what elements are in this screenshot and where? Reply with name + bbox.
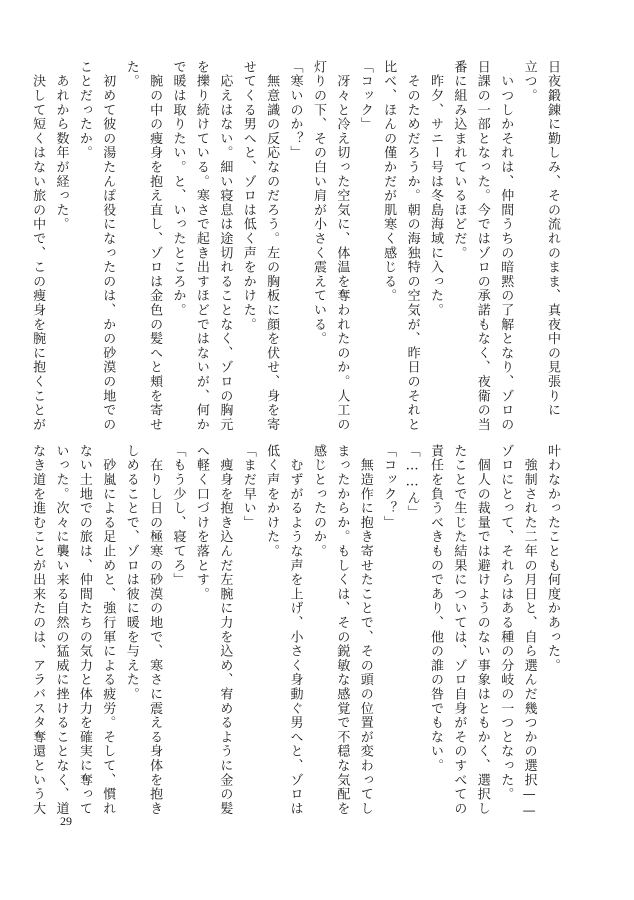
text-line: 責任を負うべきものであり、他の誰の咎でもない。	[427, 444, 443, 773]
text-line: 灯りの下、その白い肩が小さく震えている。	[310, 60, 326, 346]
text-line: たことで生じた結果については、ゾロ自身がそのすべての	[451, 444, 467, 816]
text-line: いった。次々に襲い来る自然の猛威に挫けることなく、道	[53, 444, 69, 816]
text-line: 砂嵐による足止めと、強行軍による疲労。そして、慣れ	[100, 444, 116, 816]
text-line: 番に組み込まれているほどだ。	[451, 60, 467, 261]
bottom-text-tier	[30, 444, 564, 820]
text-line: 「コック？」	[381, 444, 397, 530]
text-line: 決して短くはない旅の中で、この痩身を腕に抱くことが	[30, 60, 46, 432]
text-line: あれから数年が経った。	[53, 60, 69, 232]
text-line: 感じとったのか。	[310, 444, 326, 559]
text-line: 立つ。	[521, 60, 537, 103]
text-line: そのためだろうか。朝の海独特の空気が、昨日のそれと	[404, 60, 420, 432]
text-line: 「コック」	[357, 60, 373, 132]
text-line: なき道を進むことが出来たのは、アラバスタ奪還という大	[30, 444, 46, 816]
text-line: 腕の中の痩身を抱え直し、ゾロは金色の髪へと頬を寄せ	[147, 60, 163, 432]
text-line: ことだったか。	[76, 60, 92, 161]
text-line: 在りし日の極寒の砂漠の地で、寒さに震える身体を抱き	[147, 444, 163, 816]
text-line: 強制された二年の月日と、自ら選んだ幾つかの選択——	[521, 444, 537, 820]
text-line: 無造作に抱き寄せたことで、その頭の位置が変わってし	[357, 444, 373, 816]
text-line: 冴々と冷え切った空気に、体温を奪われたのか。人工の	[334, 60, 350, 432]
page-number: 29	[60, 814, 72, 828]
text-line: た。	[123, 60, 139, 89]
text-line: を擽り続けている。寒さで起き出すほどではないが、何か	[193, 60, 209, 432]
text-line: 日夜鍛錬に勤しみ、その流れのまま、真夜中の見張りに	[545, 60, 560, 418]
text-line: 「まだ早い」	[240, 444, 256, 530]
text-line: 無意識の反応なのだろう。左の胸板に顔を伏せ、身を寄	[264, 60, 280, 432]
text-line: 昨夕、サニー号は冬島海域に入った。	[427, 60, 443, 318]
text-line: 「もう少し、寝てろ」	[170, 444, 186, 587]
top-text-tier	[30, 60, 564, 432]
text-line: 叶わなかったことも何度かあった。	[545, 444, 560, 673]
text-line: 比べ、ほんの僅かだが肌寒く感じる。	[381, 60, 397, 304]
text-line: 応えはない。細い寝息は途切れることなく、ゾロの胸元	[217, 60, 233, 432]
text-line: いつしかそれは、仲間うちの暗黙の了解となり、ゾロの	[498, 60, 514, 432]
text-line: 初めて彼の湯たんぽ役になったのは、かの砂漠の地での	[100, 60, 116, 432]
text-line: 「寒いのか？」	[287, 60, 303, 161]
text-line: 日課の一部となった。今ではゾロの承諾もなく、夜衛の当	[474, 60, 490, 432]
text-line: せてくる男へと、ゾロは低く声をかけた。	[240, 60, 256, 332]
text-line: ゾロにとって、それらはある種の分岐の一つとなった。	[498, 444, 514, 802]
text-line: しめることで、ゾロは彼に暖を与えた。	[123, 444, 139, 702]
text-line: ない土地での旅は、仲間たちの気力と体力を確実に奪って	[76, 444, 92, 816]
text-line: で暖は取りたい。と、いったところか。	[170, 60, 186, 318]
text-line: 低く声をかけた。	[264, 444, 280, 559]
text-line: 個人の裁量では避けようのない事象はともかく、選択し	[474, 444, 490, 816]
text-line: まったからか。もしくは、その鋭敏な感覚で不穏な気配を	[334, 444, 350, 816]
text-line: むずがるような声を上げ、小さく身動ぐ男へと、ゾロは	[287, 444, 303, 816]
text-line: 痩身を抱き込んだ左腕に力を込め、宥めるように金の髪	[217, 444, 233, 816]
text-line: へ軽く口づけを落とす。	[193, 444, 209, 602]
text-line: 「……ん」	[404, 444, 420, 520]
